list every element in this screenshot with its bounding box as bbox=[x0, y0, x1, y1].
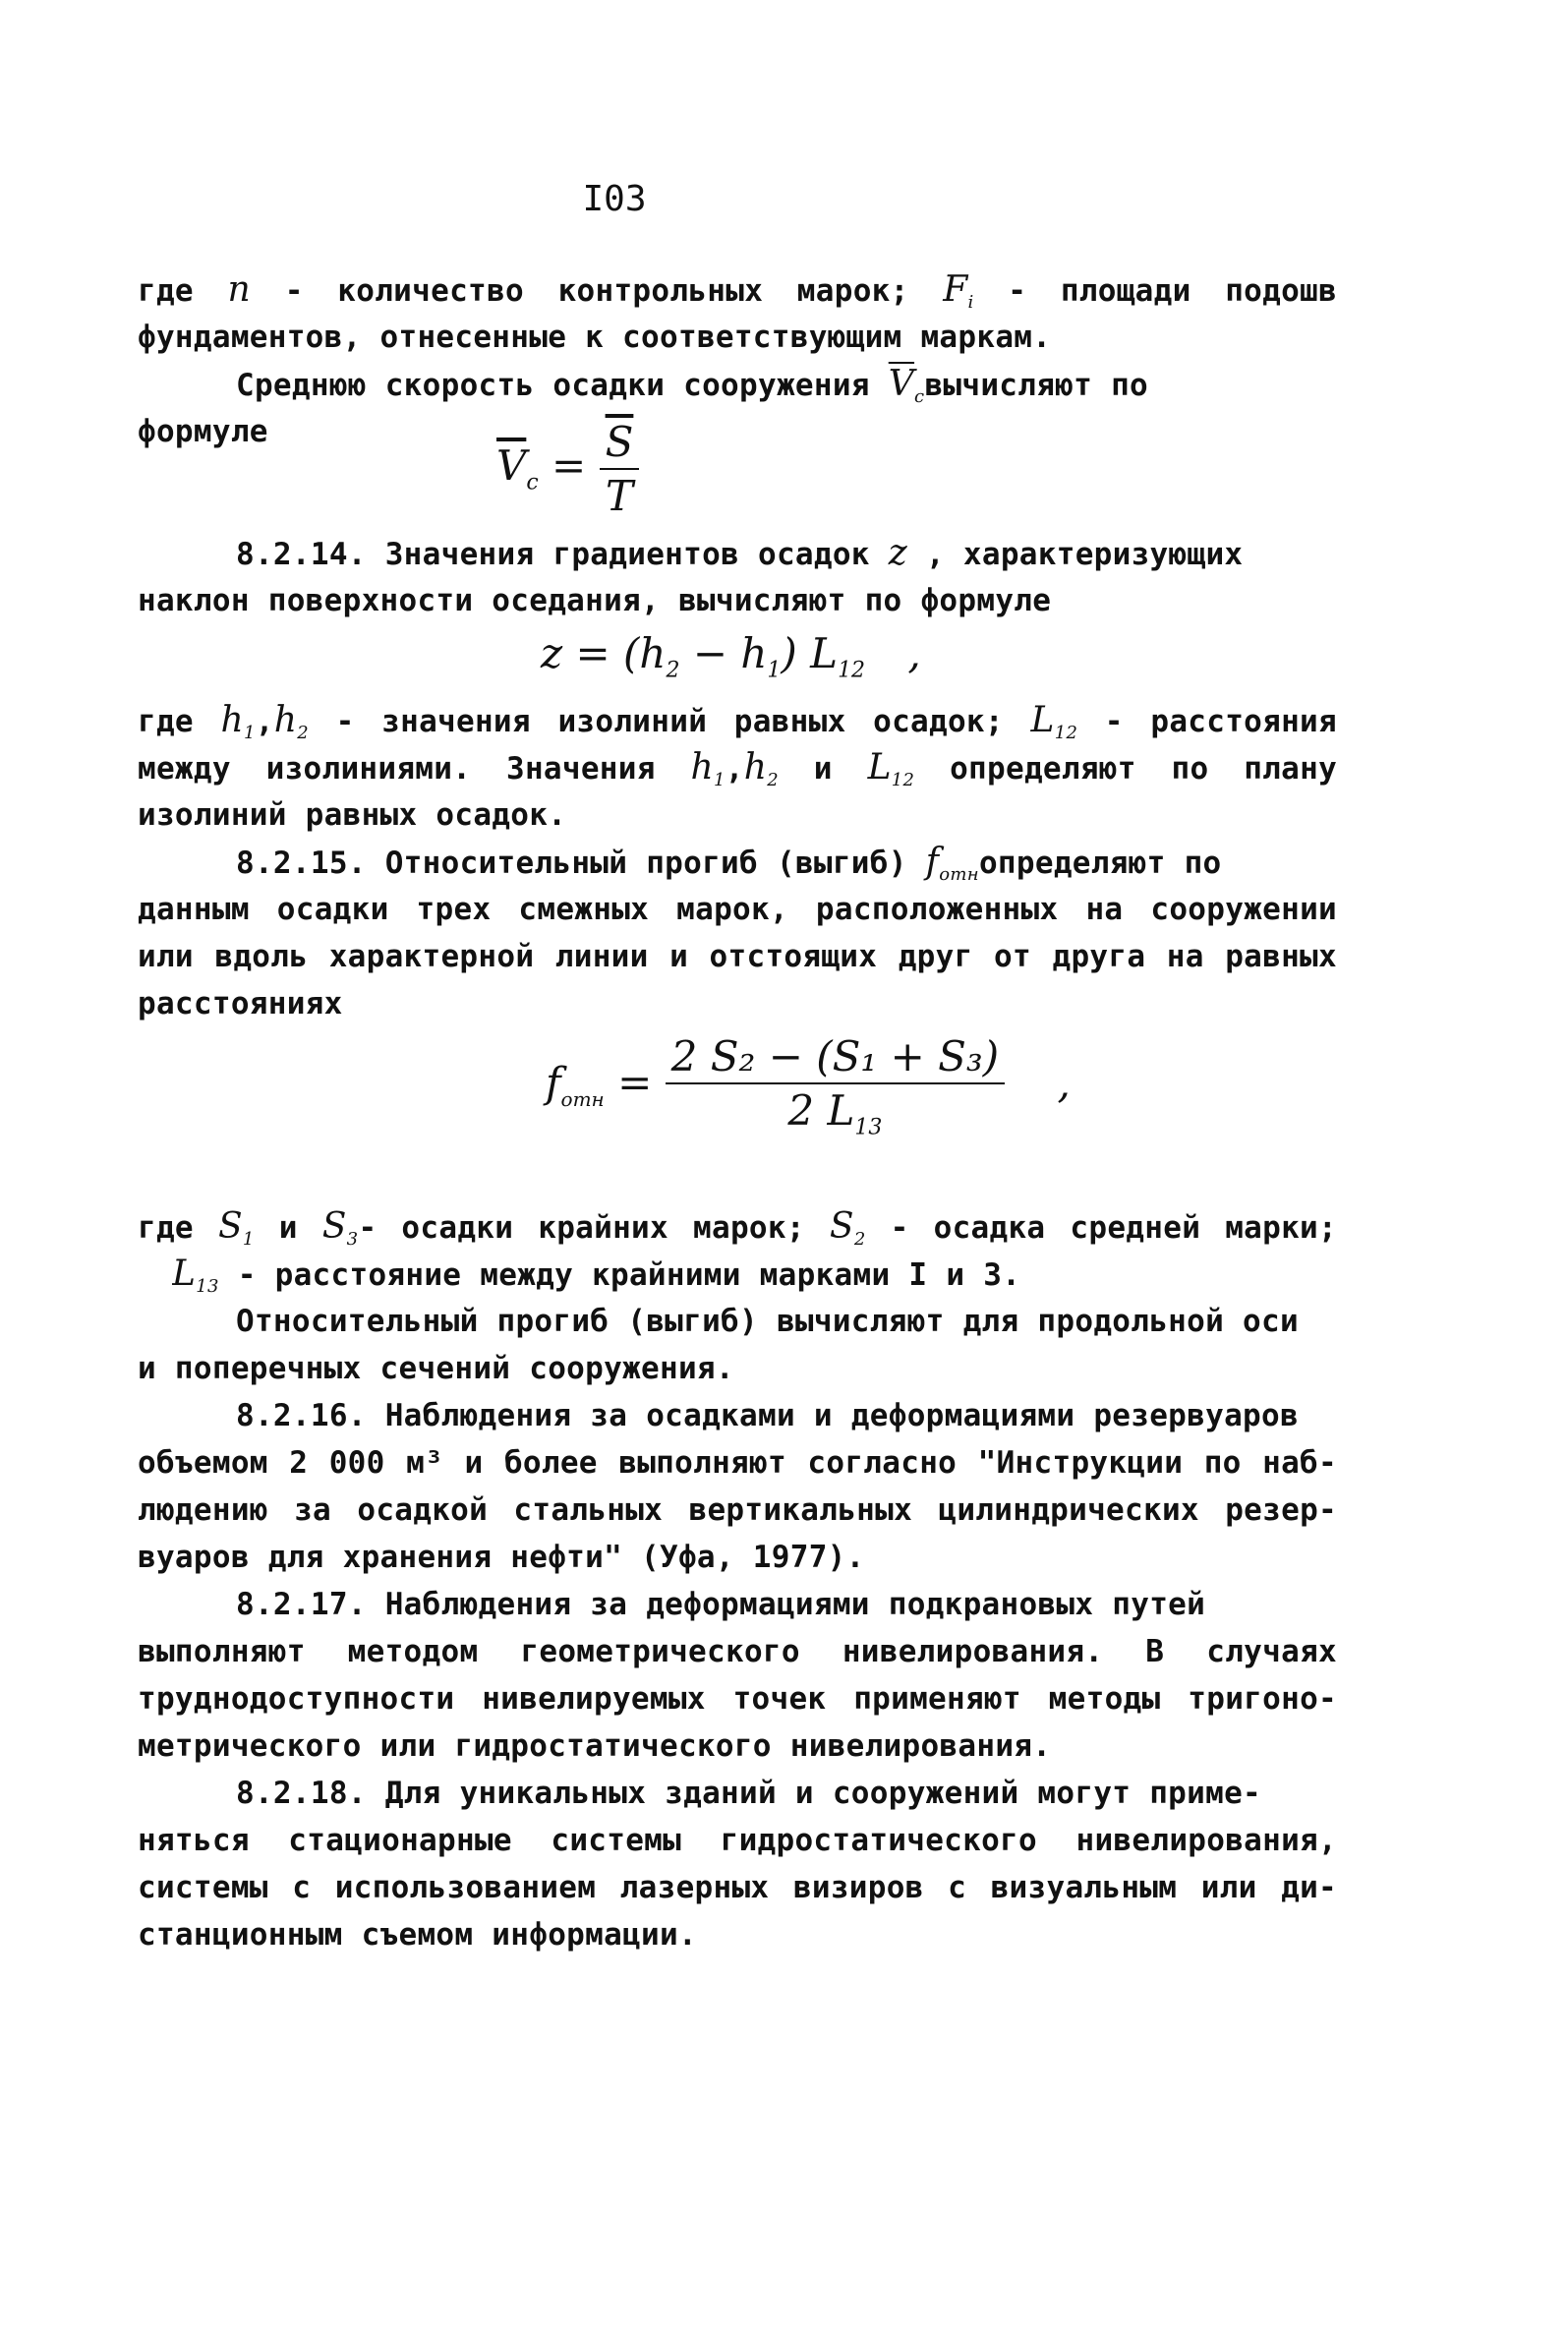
text-line: данным осадки трех смежных марок, расположенных на сооружении bbox=[138, 892, 1337, 927]
text-line: расстояниях bbox=[138, 986, 343, 1021]
text-line: труднодоступности нивелируемых точек применяют методы тригоно- bbox=[138, 1681, 1337, 1717]
formula-gradient: $z = (h_2 - h_1)$ $L_{12}$ , bbox=[541, 629, 921, 683]
text-line: или вдоль характерной линии и отстоящих друг от друга на равных bbox=[138, 939, 1337, 974]
page-number: I03 bbox=[582, 179, 647, 219]
text-line: где $S_1$ и $S_3-$ осадки крайних марок; $S_2$ - осадка средней марки; bbox=[138, 1206, 1337, 1250]
text-line: наклон поверхности оседания, вычисляют по формуле bbox=[138, 583, 1052, 618]
text-line: где $h_1,h_2$ - значения изолиний равных осадок; $L_{12}$ - расстояния bbox=[138, 700, 1337, 743]
text-line: людению за осадкой стальных вертикальных цилиндрических резер- bbox=[138, 1492, 1337, 1528]
text-line: между изолиниями. Значения $h_1,h_2$ и $L_{12}$ определяют по плану bbox=[138, 747, 1337, 790]
text-line: $L_{13}$ - расстояние между крайними марками I и 3. bbox=[172, 1254, 1021, 1297]
text-line: Относительный прогиб (выгиб) вычисляют для продольной оси bbox=[236, 1304, 1299, 1339]
text-line: 8.2.14. Значения градиентов осадок z , характеризующих bbox=[236, 533, 1244, 573]
text-line: объемом 2 000 м³ и более выполняют согласно "Инструкции по наб- bbox=[138, 1445, 1337, 1481]
text-line: формуле bbox=[138, 414, 268, 449]
text-line: 8.2.15. Относительный прогиб (выгиб) $f_{отн}определяют$ по bbox=[236, 842, 1222, 885]
text-line: няться стационарные системы гидростатического нивелирования, bbox=[138, 1823, 1337, 1858]
text-line: изолиний равных осадок. bbox=[138, 797, 567, 833]
text-line: системы с использованием лазерных визиров с визуальным или ди- bbox=[138, 1870, 1337, 1905]
text-line: Среднюю скорость осадки сооружения $\overline{V}_cвычисляют$ по bbox=[236, 364, 1149, 407]
text-line: выполняют методом геометрического нивелирования. В случаях bbox=[138, 1634, 1337, 1669]
text-line: метрического или гидростатического нивелирования. bbox=[138, 1728, 1052, 1764]
text-line: где n - количество контрольных марок; $F_i$ - площади подошв bbox=[138, 269, 1337, 313]
formula-average-speed: $\overline{V}_c$ = $\frac{\overline{S}}{T}$ bbox=[496, 418, 639, 520]
text-line: 8.2.18. Для уникальных зданий и сооружений могут приме- bbox=[236, 1776, 1261, 1811]
text-line: 8.2.16. Наблюдения за осадками и деформациями резервуаров bbox=[236, 1398, 1299, 1433]
text-line: и поперечных сечений сооружения. bbox=[138, 1351, 734, 1386]
text-line: станционным съемом информации. bbox=[138, 1917, 697, 1953]
formula-relative-deflection: $f_{отн}$ = $\frac{\text{2 S₂ − (S₁ + S₃)}}{2 L_{13}}$ , bbox=[546, 1032, 1071, 1140]
text-line: фундаментов, отнесенные к соответствующим маркам. bbox=[138, 320, 1052, 355]
text-line: 8.2.17. Наблюдения за деформациями подкрановых путей bbox=[236, 1587, 1206, 1622]
text-line: вуаров для хранения нефти" (Уфа, 1977). bbox=[138, 1540, 865, 1575]
